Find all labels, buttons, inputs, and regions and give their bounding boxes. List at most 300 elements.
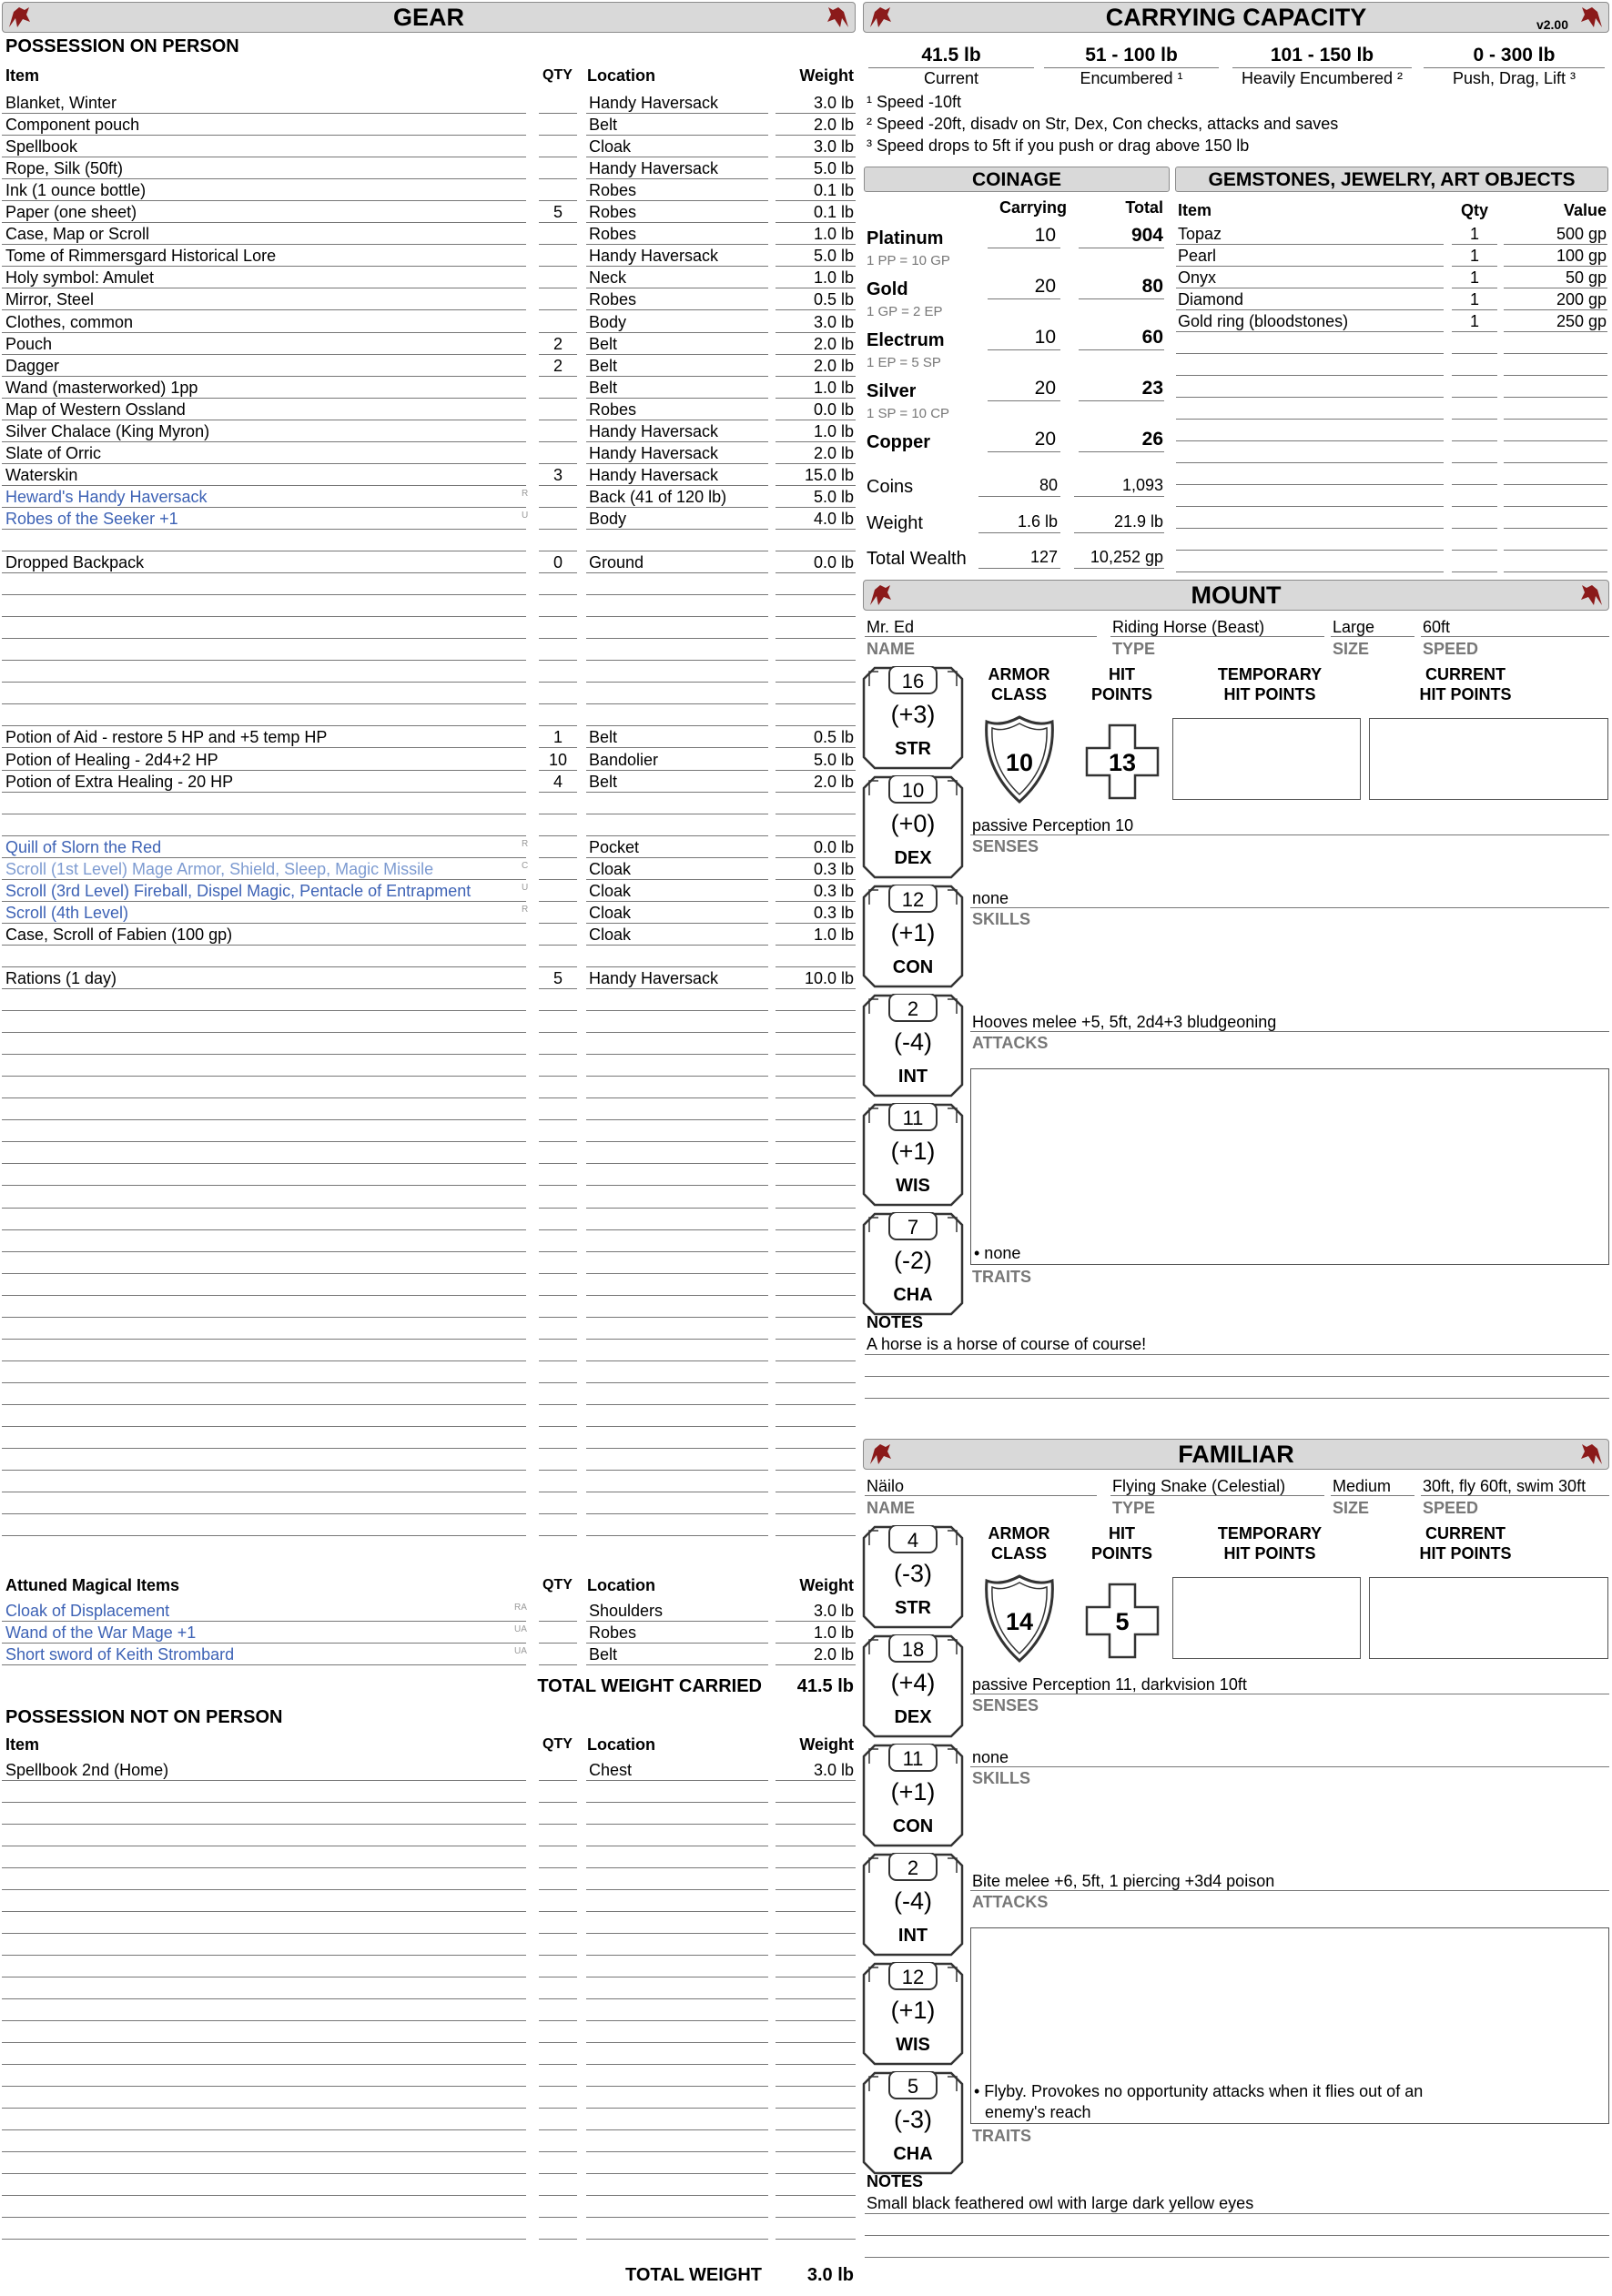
row-underline	[1079, 400, 1164, 401]
familiar-label-chp1: CURRENT	[1425, 1524, 1506, 1542]
row-underline	[2, 725, 526, 726]
row-underline	[586, 1470, 768, 1471]
gear-item-location: Neck	[589, 268, 627, 288]
coinage-header	[864, 167, 1170, 192]
mount-label-hp1: HIT	[1109, 665, 1135, 683]
row-underline	[970, 1766, 1609, 1767]
familiar-header	[863, 1439, 1609, 1470]
row-underline	[776, 463, 856, 464]
total-weight-label: TOTAL WEIGHT	[625, 2266, 762, 2284]
row-underline	[776, 1317, 856, 1318]
row-underline	[539, 660, 577, 661]
mount-speed: 60ft	[1423, 618, 1451, 636]
gem-name: Pearl	[1178, 247, 1217, 265]
stat-block-str[interactable]	[862, 666, 964, 770]
gear-item-location: Belt	[589, 334, 618, 353]
row-underline	[539, 1535, 577, 1536]
row-underline	[539, 1382, 577, 1383]
row-underline	[776, 923, 856, 924]
row-underline	[776, 200, 856, 201]
row-underline	[586, 266, 768, 267]
familiar-current-hp-field[interactable]	[1369, 1577, 1608, 1659]
row-underline	[586, 1998, 768, 1999]
row-underline	[776, 594, 856, 595]
row-underline	[586, 1010, 768, 1011]
row-underline	[586, 792, 768, 793]
row-underline	[1504, 440, 1607, 441]
row-underline	[586, 1643, 768, 1644]
mount-current-hp-field[interactable]	[1369, 718, 1608, 800]
row-underline	[2, 398, 526, 399]
row-underline	[776, 1998, 856, 1999]
row-underline	[2, 1889, 526, 1890]
row-underline	[776, 1448, 856, 1449]
row-underline	[1504, 550, 1607, 551]
row-underline	[2, 135, 526, 136]
gear-item-name: Dropped Backpack	[5, 553, 145, 572]
row-underline	[776, 332, 856, 333]
row-underline	[2, 1867, 526, 1868]
capacity-note-2: ² Speed -20ft, disadv on Str, Dex, Con checks, attacks and saves	[867, 115, 1339, 133]
row-underline	[539, 1955, 577, 1956]
row-underline	[776, 354, 856, 355]
row-underline	[2, 354, 526, 355]
mount-label-traits: TRAITS	[972, 1268, 1031, 1286]
gear-item-name: Spellbook	[5, 137, 78, 157]
mount-notes[interactable]: A horse is a horse of course of course!	[867, 1335, 1147, 1353]
stat-modifier: (-3)	[894, 2106, 932, 2133]
row-underline	[2, 463, 526, 464]
row-underline	[776, 1119, 856, 1120]
row-underline	[776, 616, 856, 617]
stat-abbr: INT	[897, 1926, 928, 1946]
row-underline	[776, 572, 856, 573]
row-underline	[2, 638, 526, 639]
familiar-traits-line1: • Flyby. Provokes no opportunity attacks when it flies out of an	[974, 2082, 1424, 2100]
row-underline	[539, 2042, 577, 2043]
row-underline	[776, 1621, 856, 1622]
gem-value: 100 gp	[1556, 247, 1607, 265]
familiar-label-thp2: HIT POINTS	[1223, 1544, 1316, 1563]
coin-summary-carrying: 1.6 lb	[1017, 512, 1058, 531]
gear-item-location: Pocket	[589, 837, 640, 856]
row-underline	[1176, 419, 1444, 420]
stat-block-con[interactable]	[862, 1744, 964, 1847]
row-underline	[539, 770, 577, 771]
row-underline	[586, 682, 768, 683]
row-underline	[539, 2195, 577, 2196]
row-underline	[1452, 266, 1497, 267]
familiar-label-name: NAME	[867, 1499, 915, 1517]
mount-label-skills: SKILLS	[972, 910, 1031, 928]
familiar-speed: 30ft, fly 60ft, swim 30ft	[1423, 1477, 1587, 1495]
coin-col-carrying: Carrying	[999, 198, 1068, 217]
row-underline	[539, 1317, 577, 1318]
row-underline	[539, 463, 577, 464]
mount-label-chp2: HIT POINTS	[1419, 685, 1512, 703]
familiar-label-chp2: HIT POINTS	[1419, 1544, 1512, 1563]
stat-block-int[interactable]	[862, 994, 964, 1097]
coin-total: 60	[1141, 329, 1163, 347]
mount-label-size: SIZE	[1333, 640, 1370, 658]
row-underline	[776, 2064, 856, 2065]
stat-score: 7	[907, 1216, 919, 1239]
row-underline	[776, 660, 856, 661]
row-underline	[2, 2108, 526, 2109]
mount-attacks: Hooves melee +5, 5ft, 2d4+3 bludgeoning	[972, 1013, 1277, 1031]
row-underline	[776, 2129, 856, 2130]
attuned-item-name: Wand of the War Mage +1	[5, 1623, 197, 1642]
row-underline	[2, 879, 526, 880]
stat-abbr: STR	[895, 1598, 931, 1618]
row-underline	[2, 1535, 526, 1536]
gear-item-weight: 1.0 lb	[813, 421, 854, 440]
row-underline	[1176, 375, 1444, 376]
row-underline	[586, 1032, 768, 1033]
row-underline	[2, 441, 526, 442]
familiar-label-speed: SPEED	[1423, 1499, 1479, 1517]
row-underline	[776, 507, 856, 508]
row-underline	[970, 907, 1609, 908]
row-underline	[586, 725, 768, 726]
row-underline	[1452, 419, 1497, 420]
stat-block-dex[interactable]	[862, 775, 964, 879]
stat-modifier: (+1)	[890, 919, 936, 946]
stat-modifier: (-4)	[894, 1028, 932, 1056]
row-underline	[539, 1076, 577, 1077]
row-underline	[539, 2020, 577, 2021]
stat-score: 16	[901, 670, 925, 693]
mount-label-hp2: POINTS	[1090, 685, 1152, 703]
gear-item-location: Robes	[589, 181, 637, 200]
row-underline	[776, 879, 856, 880]
row-underline	[2, 1664, 526, 1665]
row-underline	[1504, 266, 1607, 267]
row-underline	[2, 594, 526, 595]
notes-line	[865, 2213, 1609, 2214]
row-underline	[1504, 375, 1607, 376]
capacity-tier-label: Current	[923, 69, 979, 87]
row-underline	[2, 1360, 526, 1361]
row-underline	[586, 1097, 768, 1098]
stat-block-cha[interactable]	[862, 2071, 964, 2175]
rarity-marker: U	[522, 882, 529, 893]
row-underline	[586, 507, 768, 508]
row-underline	[2, 1208, 526, 1209]
stat-block-wis[interactable]	[862, 1962, 964, 2066]
gear-item-qty: 1	[553, 728, 563, 747]
row-underline	[539, 1251, 577, 1252]
gear-item-name: Potion of Extra Healing - 20 HP	[5, 772, 234, 791]
rarity-marker: UA	[514, 1646, 527, 1656]
row-underline	[586, 1621, 768, 1622]
gear-item-weight: 15.0 lb	[804, 465, 854, 484]
row-underline	[1452, 331, 1497, 332]
mount-temp-hp-field[interactable]	[1172, 718, 1361, 800]
row-underline	[539, 1998, 577, 1999]
row-underline	[1176, 528, 1444, 529]
row-underline	[776, 1513, 856, 1514]
row-underline	[776, 1867, 856, 1868]
row-underline	[586, 1076, 768, 1077]
mount-traits-box[interactable]	[970, 1068, 1609, 1265]
mount-ac-value: 10	[1005, 749, 1034, 776]
gear-item-qty: 10	[548, 750, 568, 769]
row-underline	[1452, 528, 1497, 529]
row-underline	[586, 2129, 768, 2130]
row-underline	[776, 1643, 856, 1644]
gear-item-weight: 0.1 lb	[813, 203, 854, 222]
row-underline	[586, 988, 768, 989]
row-underline	[586, 178, 768, 179]
notes-line	[865, 2257, 1609, 2258]
nop-col-item: Item	[5, 1735, 40, 1754]
row-underline	[776, 1470, 856, 1471]
familiar-skills: none	[972, 1748, 1009, 1766]
row-underline	[1421, 1495, 1609, 1496]
stat-block-int[interactable]	[862, 1853, 964, 1957]
stat-abbr: STR	[895, 739, 931, 759]
row-underline	[586, 332, 768, 333]
gear-item-name: Holy symbol: Amulet	[5, 268, 155, 288]
row-underline	[776, 135, 856, 136]
row-underline	[2, 1824, 526, 1825]
row-underline	[586, 2108, 768, 2109]
gear-item-location: Bandolier	[589, 750, 659, 769]
row-underline	[776, 1824, 856, 1825]
row-underline	[1176, 331, 1444, 332]
familiar-label-hp2: POINTS	[1090, 1544, 1152, 1563]
mount-label-ac1: ARMOR	[988, 665, 1050, 683]
gear-item-weight: 10.0 lb	[804, 969, 854, 987]
gems-title: GEMSTONES, JEWELRY, ART OBJECTS	[1208, 169, 1576, 190]
row-underline	[539, 2239, 577, 2240]
row-underline	[586, 879, 768, 880]
gems-header	[1175, 167, 1608, 192]
row-underline	[776, 244, 856, 245]
capacity-tier-underline	[1044, 67, 1219, 68]
row-underline	[1504, 419, 1607, 420]
stat-block-wis[interactable]	[862, 1103, 964, 1207]
stat-block-cha[interactable]	[862, 1212, 964, 1316]
capacity-title: CARRYING CAPACITY	[1105, 4, 1367, 31]
gear-item-location: Cloak	[589, 881, 632, 900]
stat-block-str[interactable]	[862, 1525, 964, 1629]
coin-carrying: 20	[1034, 278, 1056, 296]
row-underline	[586, 1426, 768, 1427]
stat-modifier: (+0)	[890, 810, 936, 837]
row-underline	[586, 2064, 768, 2065]
row-underline	[586, 2239, 768, 2240]
row-underline	[1452, 244, 1497, 245]
gem-qty: 1	[1469, 290, 1479, 308]
row-underline	[776, 1911, 856, 1912]
familiar-temp-hp-field[interactable]	[1172, 1577, 1361, 1659]
row-underline	[539, 332, 577, 333]
stat-block-con[interactable]	[862, 885, 964, 988]
gear-item-name: Map of Western Ossland	[5, 400, 186, 419]
gear-item-location: Handy Haversack	[589, 421, 719, 440]
row-underline	[2, 1955, 526, 1956]
gear-item-weight: 0.1 lb	[813, 181, 854, 200]
row-underline	[776, 1273, 856, 1274]
row-underline	[1504, 571, 1607, 572]
row-underline	[539, 966, 577, 967]
capacity-note-1: ¹ Speed -10ft	[867, 93, 962, 111]
mount-traits: • none	[974, 1244, 1021, 1262]
familiar-traits-line2: enemy's reach	[985, 2103, 1091, 2121]
stat-modifier: (+4)	[890, 1669, 936, 1696]
total-weight-value: 3.0 lb	[806, 2266, 854, 2284]
nop-col-location: Location	[587, 1735, 655, 1754]
stat-abbr: CHA	[893, 1285, 933, 1305]
stat-abbr: INT	[897, 1067, 928, 1087]
row-underline	[1452, 309, 1497, 310]
row-underline	[776, 2217, 856, 2218]
row-underline	[776, 682, 856, 683]
row-underline	[2, 1621, 526, 1622]
gear-item-location: Back (41 of 120 lb)	[589, 487, 727, 506]
gem-name: Diamond	[1178, 290, 1244, 308]
familiar-label-senses: SENSES	[972, 1696, 1039, 1714]
stat-score: 5	[907, 2075, 919, 2098]
stat-modifier: (+1)	[890, 1138, 936, 1165]
row-underline	[2, 572, 526, 573]
row-underline	[1452, 462, 1497, 463]
row-underline	[586, 200, 768, 201]
row-underline	[539, 2064, 577, 2065]
row-underline	[776, 901, 856, 902]
row-underline	[2, 1097, 526, 1098]
gear-item-qty: 5	[553, 969, 563, 987]
stat-abbr: WIS	[896, 1176, 930, 1196]
attuned-item-name: Short sword of Keith Strombard	[5, 1645, 235, 1664]
row-underline	[586, 113, 768, 114]
row-underline	[586, 463, 768, 464]
row-underline	[2, 332, 526, 333]
row-underline	[586, 2195, 768, 2196]
row-underline	[586, 1119, 768, 1120]
gear-item-location: Body	[589, 509, 627, 528]
mount-senses: passive Perception 10	[972, 816, 1134, 834]
row-underline	[2, 507, 526, 508]
attuned-item-weight: 2.0 lb	[813, 1645, 854, 1664]
row-underline	[539, 222, 577, 223]
row-underline	[539, 572, 577, 573]
capacity-tier-underline	[1424, 67, 1605, 68]
row-underline	[586, 857, 768, 858]
row-underline	[988, 451, 1060, 452]
row-underline	[776, 1360, 856, 1361]
row-underline	[539, 1010, 577, 1011]
row-underline	[586, 966, 768, 967]
notes-line	[865, 1398, 1609, 1399]
mount-type: Riding Horse (Beast)	[1112, 618, 1265, 636]
row-underline	[2, 1185, 526, 1186]
row-underline	[2, 1382, 526, 1383]
rarity-marker: UA	[514, 1624, 527, 1634]
row-underline	[2, 1251, 526, 1252]
gear-item-weight: 1.0 lb	[813, 925, 854, 944]
rarity-marker: R	[522, 838, 529, 849]
row-underline	[539, 178, 577, 179]
coin-summary-label: Weight	[867, 514, 923, 532]
familiar-notes[interactable]: Small black feathered owl with large dark yellow eyes	[867, 2194, 1254, 2212]
row-underline	[2, 1426, 526, 1427]
gear-item-weight: 0.3 lb	[813, 881, 854, 900]
gear-item-weight: 0.0 lb	[813, 553, 854, 572]
row-underline	[539, 1513, 577, 1514]
nop-item-name: Spellbook 2nd (Home)	[5, 1761, 169, 1779]
coin-total: 23	[1141, 379, 1163, 398]
notes-line	[865, 1376, 1609, 1377]
gear-item-weight: 3.0 lb	[813, 94, 854, 112]
gear-item-location: Belt	[589, 116, 618, 135]
mount-label-chp1: CURRENT	[1425, 665, 1506, 683]
coin-summary-label: Total Wealth	[867, 550, 967, 568]
col-location: Location	[587, 66, 655, 85]
row-underline	[776, 638, 856, 639]
attuned-col-weight: Weight	[799, 1576, 854, 1594]
gem-name: Topaz	[1178, 225, 1222, 243]
row-underline	[539, 1664, 577, 1665]
row-underline	[539, 747, 577, 748]
dragon-icon	[1579, 5, 1605, 30]
gear-item-weight: 0.3 lb	[813, 903, 854, 922]
row-underline	[988, 400, 1060, 401]
row-underline	[776, 1426, 856, 1427]
row-underline	[586, 747, 768, 748]
row-underline	[776, 1889, 856, 1890]
capacity-tier-value: 51 - 100 lb	[1085, 45, 1178, 66]
gear-item-location: Cloak	[589, 903, 632, 922]
row-underline	[586, 1273, 768, 1274]
row-underline	[539, 2129, 577, 2130]
row-underline	[776, 857, 856, 858]
stat-abbr: CON	[892, 1816, 934, 1836]
row-underline	[586, 2217, 768, 2218]
row-underline	[586, 1513, 768, 1514]
row-underline	[539, 2086, 577, 2087]
stat-score: 10	[901, 779, 925, 802]
stat-score: 12	[901, 1966, 925, 1988]
stat-abbr: DEX	[894, 848, 932, 868]
row-underline	[539, 507, 577, 508]
attuned-item-name: Cloak of Displacement	[5, 1602, 170, 1620]
row-underline	[586, 1360, 768, 1361]
row-underline	[586, 222, 768, 223]
capacity-tier-label: Heavily Encumbered ²	[1241, 69, 1404, 87]
row-underline	[539, 1163, 577, 1164]
coin-carrying: 20	[1034, 430, 1056, 449]
row-underline	[1331, 636, 1414, 637]
row-underline	[539, 1470, 577, 1471]
dragon-icon	[6, 5, 32, 30]
row-underline	[539, 2108, 577, 2109]
dragon-icon	[867, 582, 893, 608]
row-underline	[539, 725, 577, 726]
gear-item-location: Cloak	[589, 925, 632, 944]
row-underline	[776, 2173, 856, 2174]
row-underline	[2, 376, 526, 377]
row-underline	[1504, 484, 1607, 485]
gear-item-name: Robes of the Seeker +1	[5, 509, 178, 528]
capacity-header	[863, 2, 1609, 33]
gear-header	[2, 2, 856, 33]
row-underline	[776, 398, 856, 399]
row-underline	[776, 1185, 856, 1186]
stat-block-dex[interactable]	[862, 1634, 964, 1738]
